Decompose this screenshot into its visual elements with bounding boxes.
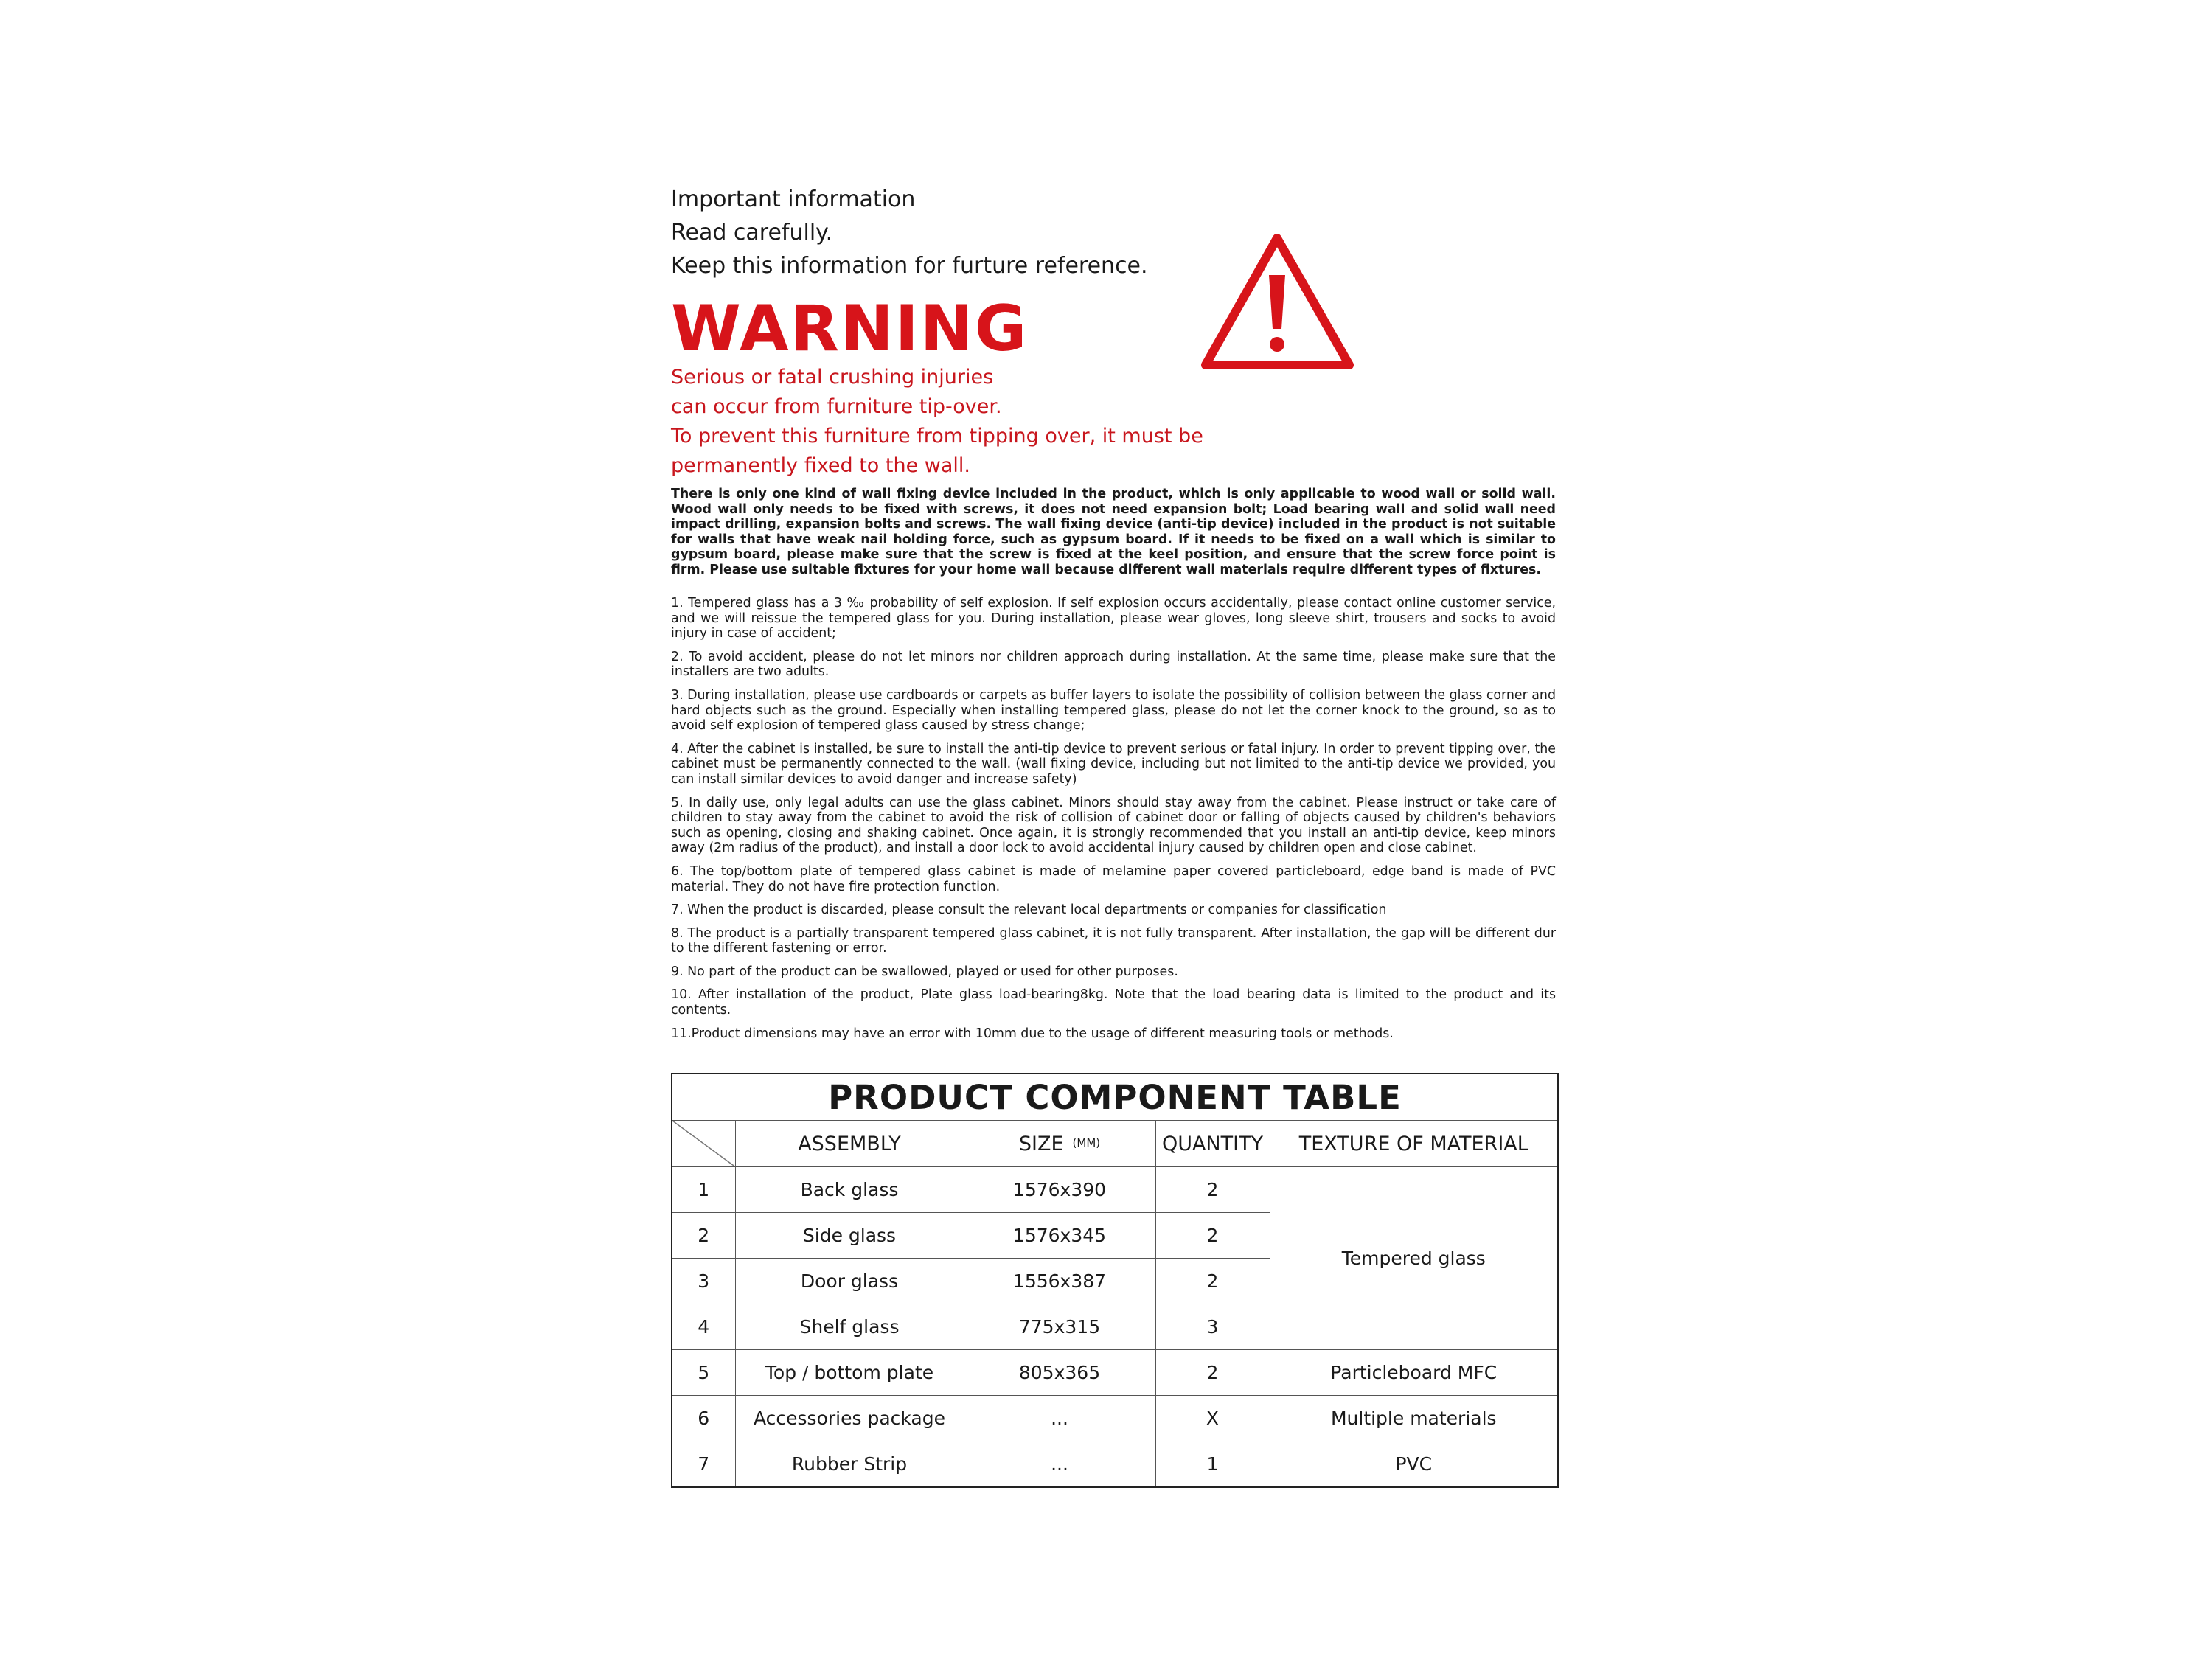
intro-line-2: Read carefully. bbox=[671, 220, 833, 246]
row-texture: Particleboard MFC bbox=[1270, 1350, 1558, 1396]
header-assembly: ASSEMBLY bbox=[735, 1121, 964, 1167]
note-item: 3. During installation, please use cardboards or carpets as buffer layers to isolate the possibility of collision between the glass corner and hard objects such as the ground. Especially when installing tempered glass, please do not let the corner knock to the ground, so as to avoid self explosion of tempered glass caused by stress change; bbox=[671, 687, 1556, 734]
component-table bbox=[671, 1073, 1559, 1488]
warning-line: To prevent this furniture from tipping over, it must be bbox=[671, 425, 1203, 448]
warning-title: WARNING bbox=[671, 292, 1029, 366]
row-texture: PVC bbox=[1270, 1441, 1558, 1488]
row-size: 1576x390 bbox=[964, 1167, 1155, 1213]
note-item: 4. After the cabinet is installed, be sure to install the anti-tip device to prevent serious or fatal injury. In order to prevent tipping over, the cabinet must be permanently connected to the wall. (wall fixing device, including but not limited to the anti-tip device we provided, you can install similar devices to avoid danger and increase safety) bbox=[671, 741, 1556, 787]
row-number: 1 bbox=[672, 1167, 735, 1213]
note-item: 7. When the product is discarded, please consult the relevant local departments or companies for classification bbox=[671, 902, 1387, 918]
row-size: ... bbox=[964, 1441, 1155, 1488]
warning-message bbox=[671, 363, 1261, 481]
row-quantity: 3 bbox=[1155, 1304, 1270, 1350]
row-assembly: Rubber Strip bbox=[735, 1441, 964, 1488]
table-header-row bbox=[672, 1121, 1558, 1167]
note-item: 2. To avoid accident, please do not let minors nor children approach during installation. At the same time, please make sure that the installers are two adults. bbox=[671, 649, 1556, 680]
table-title: PRODUCT COMPONENT TABLE bbox=[672, 1074, 1558, 1121]
row-assembly: Door glass bbox=[735, 1259, 964, 1304]
row-texture: Multiple materials bbox=[1270, 1396, 1558, 1441]
note-item: 1. Tempered glass has a 3 ‰ probability of self explosion. If self explosion occurs accidentally, please contact online customer service, and we will reissue the tempered glass for you. During installation, please wear gloves, long sleeve shirt, trousers and socks to avoid injury in case of accident; bbox=[671, 596, 1556, 641]
row-size: 1576x345 bbox=[964, 1213, 1155, 1259]
note-item: 5. In daily use, only legal adults can use the glass cabinet. Minors should stay away from the cabinet. Please instruct or take care of children to stay away from the cabinet to avoid the risk of collision of cabinet door or falling of objects caused by children's behaviors such as opening, closing and shaking cabinet. Once again, it is strongly recommended that you install an anti-tip device, keep minors away (2m radius of the product), and install a door lock to avoid accidental injury caused by children open and close cabinet. bbox=[671, 795, 1556, 856]
note-item: 8. The product is a partially transparent tempered glass cabinet, it is not fully transparent. After installation, the gap will be different dur to the different fastening or error. bbox=[671, 925, 1556, 956]
row-number: 3 bbox=[672, 1259, 735, 1304]
table-row bbox=[672, 1350, 1558, 1396]
row-quantity: 2 bbox=[1155, 1350, 1270, 1396]
component-table-wrapper bbox=[671, 1073, 1556, 1488]
row-number: 2 bbox=[672, 1213, 735, 1259]
warning-line: permanently fixed to the wall. bbox=[671, 454, 970, 477]
header-size-unit: (MM) bbox=[1072, 1135, 1101, 1150]
row-number: 4 bbox=[672, 1304, 735, 1350]
note-item: 9. No part of the product can be swallowed, played or used for other purposes. bbox=[671, 964, 1178, 979]
warning-triangle-icon bbox=[1198, 231, 1357, 375]
intro-line-1: Important information bbox=[671, 187, 916, 212]
header-texture: TEXTURE OF MATERIAL bbox=[1270, 1121, 1558, 1167]
wall-fixing-note: There is only one kind of wall fixing device included in the product, which is only applicable to wood wall or solid wall. Wood wall only needs to be fixed with screws, it does not need expansion bolt; Load bearing wall and solid wall need impact drilling, expansion bolts and screws. The wall fixing device (anti-tip device) included in the product is not suitable for walls that have weak nail holding force, such as gypsum board. If it needs to be fixed on a wall which is similar to gypsum board, please make sure that the screw is fixed at the keel position, and ensure that the screw force point is firm. Please use suitable fixtures for your home wall because different wall materials require different types of fixtures. bbox=[671, 487, 1556, 577]
intro-line-3: Keep this information for furture reference. bbox=[671, 253, 1148, 279]
row-quantity: 1 bbox=[1155, 1441, 1270, 1488]
row-number: 6 bbox=[672, 1396, 735, 1441]
document bbox=[671, 183, 1556, 1475]
row-size: 775x315 bbox=[964, 1304, 1155, 1350]
row-texture-glass: Tempered glass bbox=[1270, 1167, 1558, 1350]
table-row bbox=[672, 1441, 1558, 1488]
header-size-label: SIZE bbox=[1018, 1132, 1064, 1155]
note-item: 10. After installation of the product, Plate glass load-bearing8kg. Note that the load bearing data is limited to the product and its contents. bbox=[671, 987, 1556, 1018]
row-quantity: 2 bbox=[1155, 1213, 1270, 1259]
row-number: 5 bbox=[672, 1350, 735, 1396]
notes-list bbox=[671, 596, 1556, 1049]
row-size: 1556x387 bbox=[964, 1259, 1155, 1304]
header-size bbox=[964, 1121, 1155, 1167]
header-quantity: QUANTITY bbox=[1155, 1121, 1270, 1167]
note-item: 6. The top/bottom plate of tempered glass cabinet is made of melamine paper covered particleboard, edge band is made of PVC material. They do not have fire protection function. bbox=[671, 863, 1556, 894]
row-size: ... bbox=[964, 1396, 1155, 1441]
header-corner-cell bbox=[672, 1121, 735, 1167]
row-assembly: Side glass bbox=[735, 1213, 964, 1259]
row-quantity: 2 bbox=[1155, 1167, 1270, 1213]
row-number: 7 bbox=[672, 1441, 735, 1488]
note-item: 11.Product dimensions may have an error with 10mm due to the usage of different measuring tools or methods. bbox=[671, 1026, 1394, 1041]
warning-line: Serious or fatal crushing injuries bbox=[671, 366, 994, 389]
row-assembly: Top / bottom plate bbox=[735, 1350, 964, 1396]
table-row bbox=[672, 1167, 1558, 1213]
row-quantity: 2 bbox=[1155, 1259, 1270, 1304]
row-assembly: Back glass bbox=[735, 1167, 964, 1213]
row-quantity: X bbox=[1155, 1396, 1270, 1441]
row-size: 805x365 bbox=[964, 1350, 1155, 1396]
warning-line: can occur from furniture tip-over. bbox=[671, 395, 1002, 418]
table-row bbox=[672, 1396, 1558, 1441]
row-assembly: Shelf glass bbox=[735, 1304, 964, 1350]
row-assembly: Accessories package bbox=[735, 1396, 964, 1441]
